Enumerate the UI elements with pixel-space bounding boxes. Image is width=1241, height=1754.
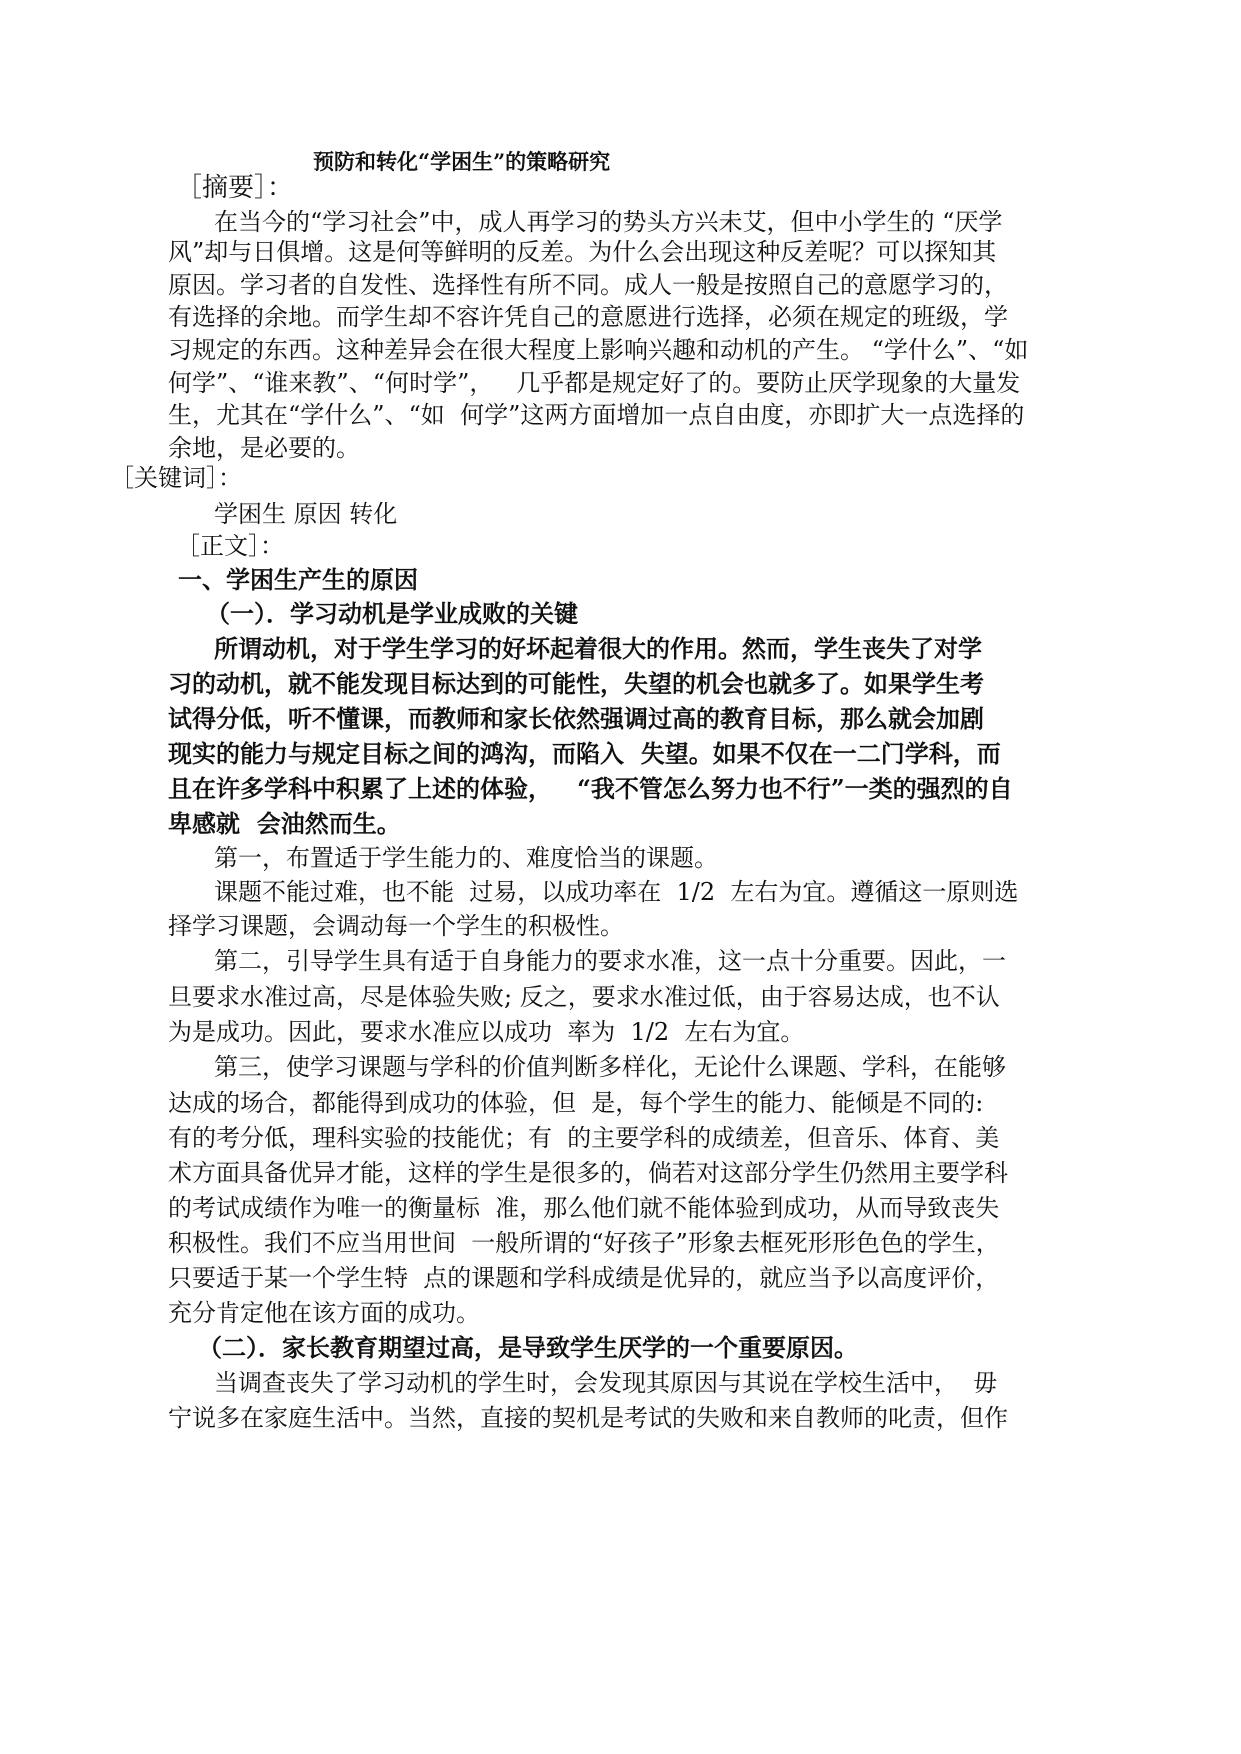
paragraph-line: 当调查丧失了学习动机的学生时，会发现其原因与其说在学校生活中， 毋 bbox=[214, 1369, 998, 1397]
body-label: ［正文］： bbox=[176, 532, 284, 560]
section-heading: 一、学困生产生的原因 bbox=[178, 565, 418, 594]
paragraph-line: 为是成功。因此，要求水准应以成功 率为 1/2 左右为宜。 bbox=[168, 1018, 805, 1046]
subsection-heading: （一）．学习动机是学业成败的关键 bbox=[206, 599, 578, 628]
paragraph-line: 第二，引导学生具有适于自身能力的要求水准，这一点十分重要。因此，一 bbox=[214, 947, 1006, 975]
abstract-line: 生，尤其在“学什么”、“如 何学”这两方面增加一点自由度，亦即扩大一点选择的 bbox=[168, 401, 1025, 429]
keywords: 学困生 原因 转化 bbox=[214, 500, 398, 528]
bold-paragraph-line: 习的动机，就不能发现目标达到的可能性，失望的机会也就多了。如果学生考 bbox=[168, 669, 984, 698]
paragraph-line: 择学习课题，会调动每一个学生的积极性。 bbox=[168, 912, 624, 940]
abstract-label: ［摘要］： bbox=[176, 173, 294, 203]
paragraph-line: 有的考分低，理科实验的技能优；有 的主要学科的成绩差，但音乐、体育、美 bbox=[168, 1124, 1000, 1152]
subsection-heading: （二）．家长教育期望过高，是导致学生厌学的一个重要原因。 bbox=[198, 1333, 858, 1362]
bold-paragraph-line: 试得分低，听不懂课，而教师和家长依然强调过高的教育目标，那么就会加剧 bbox=[168, 704, 984, 733]
paragraph-line: 课题不能过难，也不能 过易，以成功率在 1/2 左右为宜。遵循这一原则选 bbox=[214, 878, 1019, 906]
paragraph-line: 第一，布置适于学生能力的、难度恰当的课题。 bbox=[214, 844, 718, 872]
bold-paragraph-line: 现实的能力与规定目标之间的鸿沟，而陷入 失望。如果不仅在一二门学科，而 bbox=[168, 739, 1001, 768]
paragraph-line: 达成的场合，都能得到成功的体验，但 是，每个学生的能力、能倾是不同的: bbox=[168, 1089, 984, 1117]
keywords-label: ［关键词］： bbox=[110, 464, 242, 492]
paragraph-line: 第三，使学习课题与学科的价值判断多样化，无论什么课题、学科，在能够 bbox=[214, 1053, 1006, 1081]
abstract-line: 风”却与日俱增。这是何等鲜明的反差。为什么会出现这种反差呢？可以探知其 bbox=[168, 238, 997, 266]
abstract-line: 在当今的“学习社会”中，成人再学习的势头方兴未艾，但中小学生的 “厌学 bbox=[214, 208, 1003, 236]
bold-paragraph-line: 所谓动机，对于学生学习的好坏起着很大的作用。然而，学生丧失了对学 bbox=[214, 634, 982, 663]
bold-paragraph-line: 卑感就 会油然而生。 bbox=[168, 809, 401, 838]
abstract-line: 有选择的余地。而学生却不容许凭自己的意愿进行选择，必须在规定的班级，学 bbox=[168, 303, 1008, 331]
abstract-line: 原因。学习者的自发性、选择性有所不同。成人一般是按照自己的意愿学习的， bbox=[168, 271, 1008, 299]
paragraph-line: 积极性。我们不应当用世间 一般所谓的“好孩子”形象去框死形形色色的学生， bbox=[168, 1229, 1000, 1257]
paragraph-line: 术方面具备优异才能，这样的学生是很多的，倘若对这部分学生仍然用主要学科 bbox=[168, 1159, 1008, 1187]
paragraph-line: 充分肯定他在该方面的成功。 bbox=[168, 1299, 480, 1327]
abstract-line: 余地，是必要的。 bbox=[168, 434, 360, 462]
abstract-line: 何学”、“谁来教”、“何时学”， 几乎都是规定好了的。要防止厌学现象的大量发 bbox=[168, 369, 1021, 397]
paragraph-line: 宁说多在家庭生活中。当然，直接的契机是考试的失败和来自教师的叱责，但作 bbox=[168, 1404, 1008, 1432]
paragraph-line: 的考试成绩作为唯一的衡量标 准，那么他们就不能体验到成功，从而导致丧失 bbox=[168, 1194, 1000, 1222]
paragraph-line: 只要适于某一个学生特 点的课题和学科成绩是优异的，就应当予以高度评价， bbox=[168, 1264, 1000, 1292]
bold-paragraph-line: 且在许多学科中积累了上述的体验， “我不管怎么努力也不行”一类的强烈的自 bbox=[168, 774, 1013, 803]
paragraph-line: 旦要求水准过高，尽是体验失败; 反之，要求水准过低，由于容易达成，也不认 bbox=[168, 983, 1000, 1011]
abstract-line: 习规定的东西。这种差异会在很大程度上影响兴趣和动机的产生。 “学什么”、“如 bbox=[168, 336, 1029, 364]
document-title: 预防和转化“学困生”的策略研究 bbox=[313, 149, 611, 174]
